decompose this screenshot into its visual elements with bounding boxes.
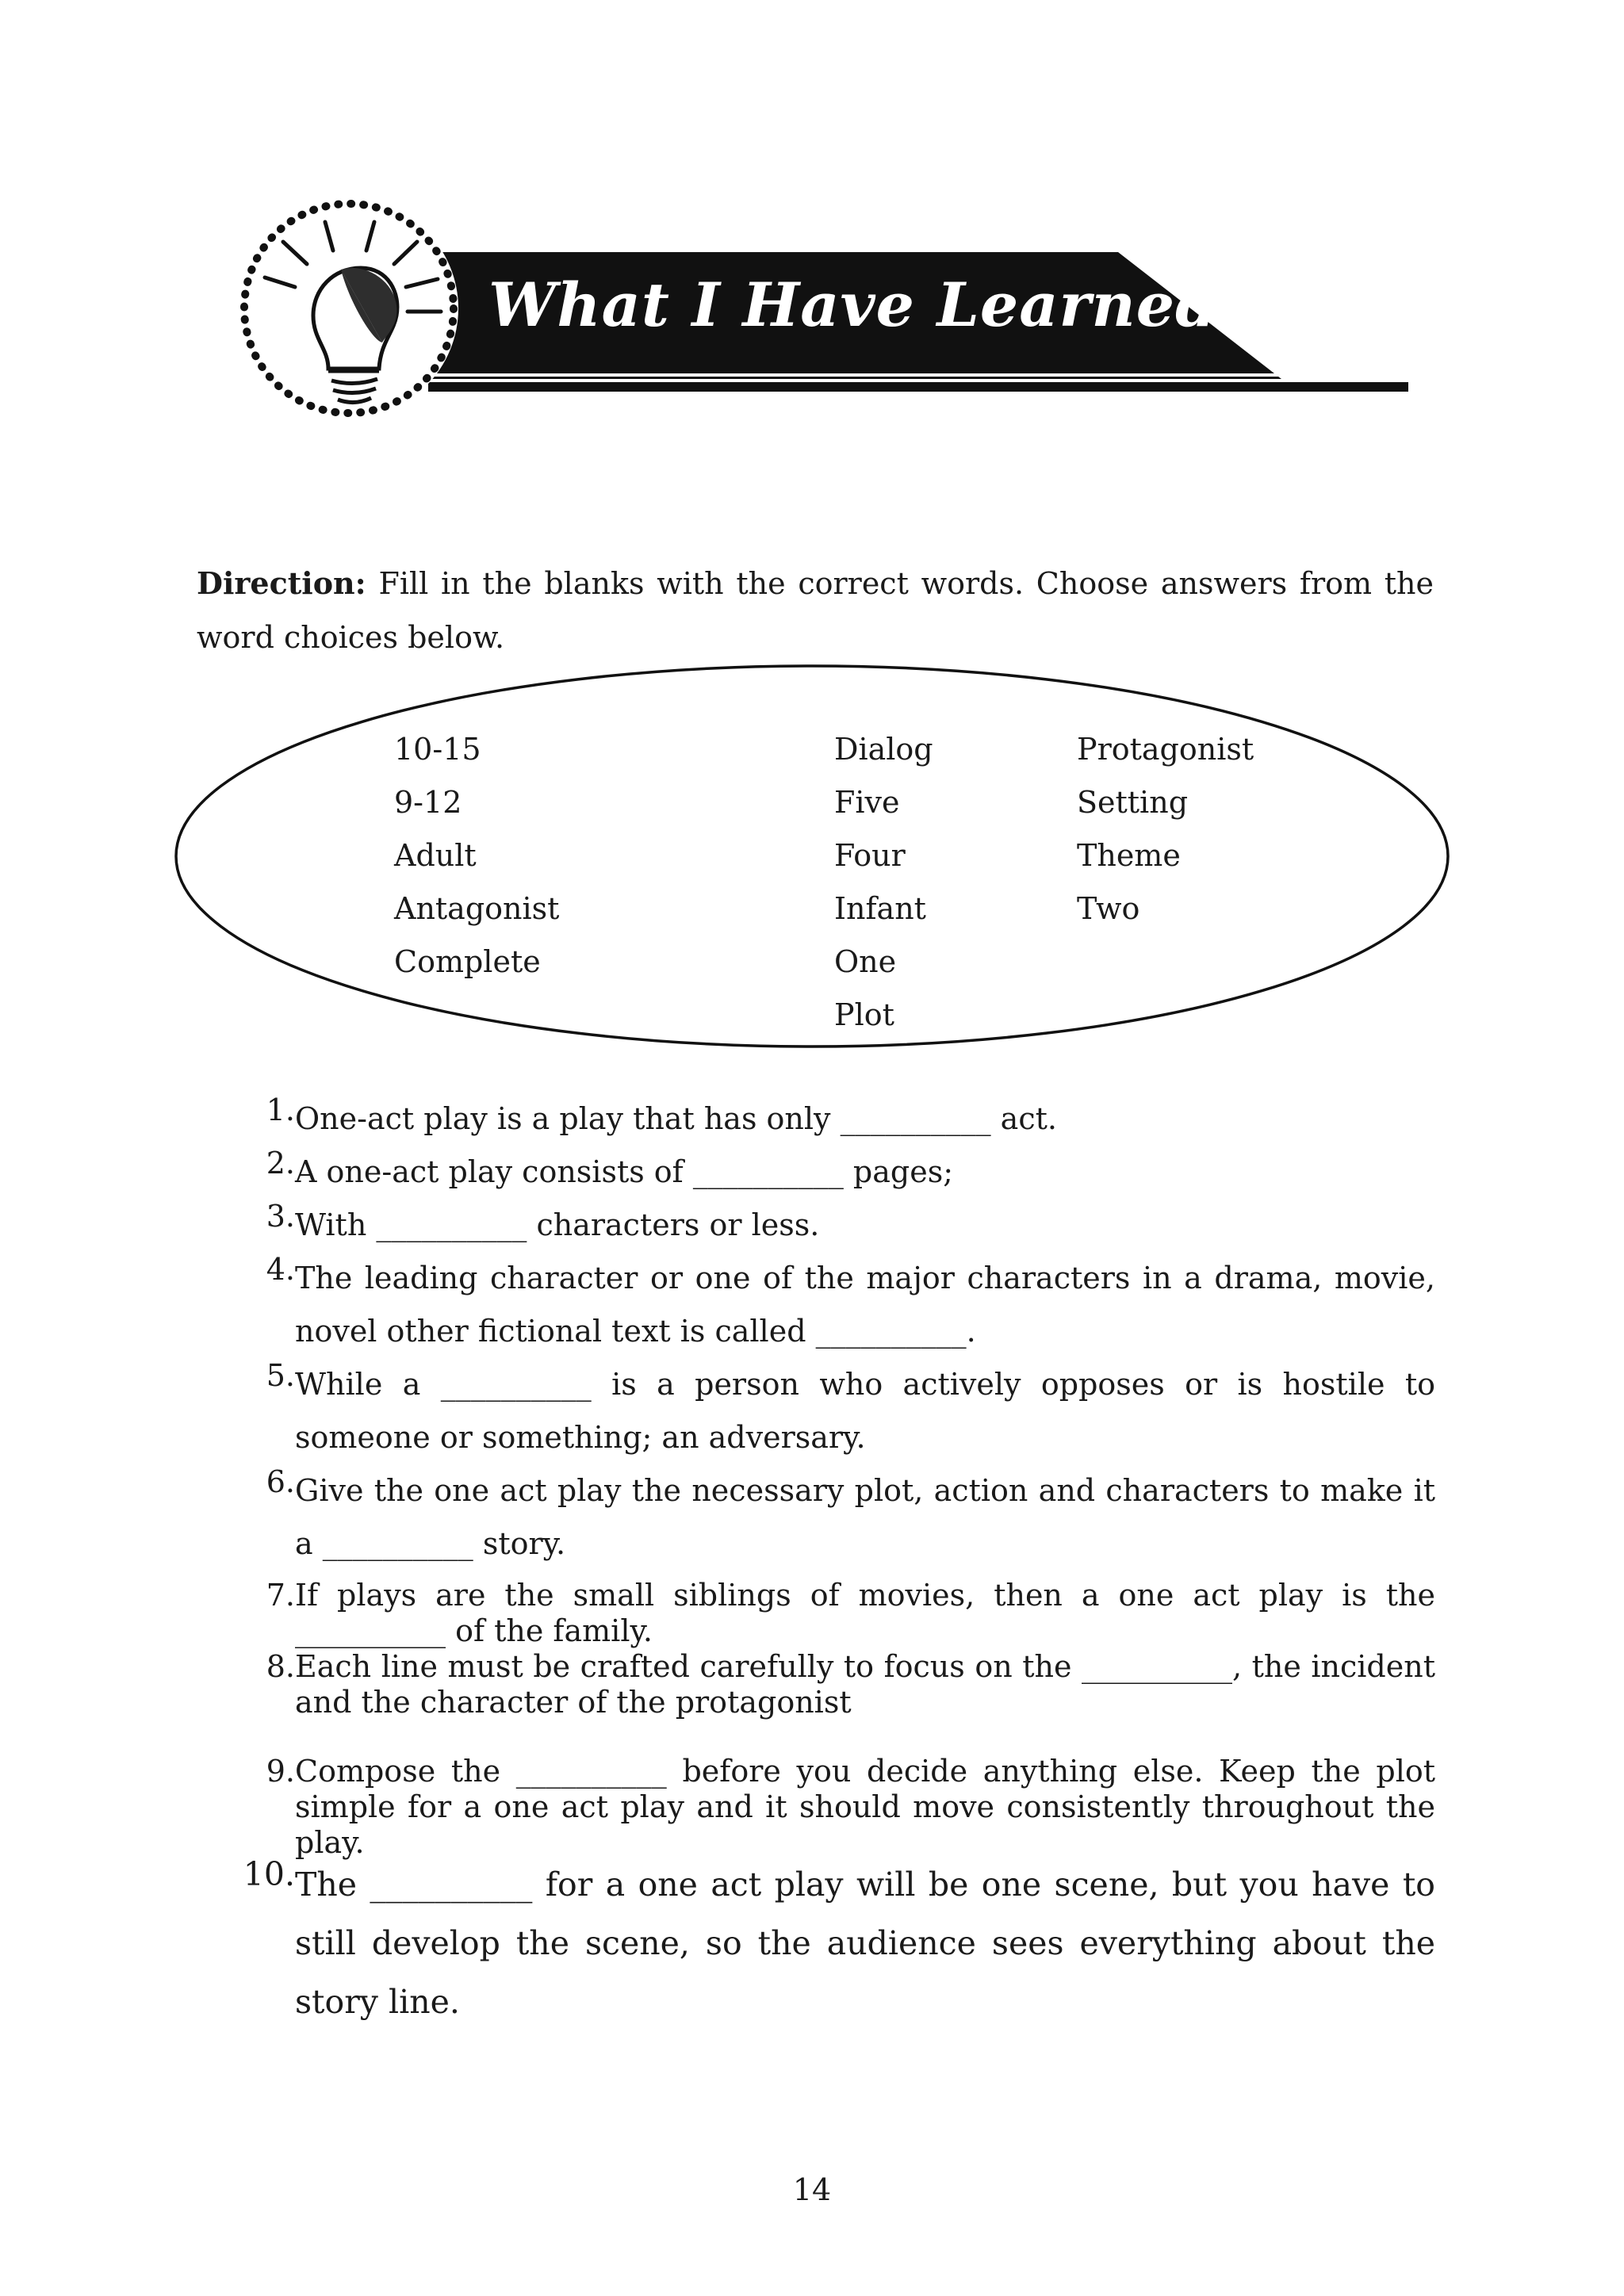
word-choice: Plot xyxy=(834,997,894,1032)
question-text: While a __________ is a person who actively opposes or is hostile to someone or something; an adversary. xyxy=(295,1367,1435,1455)
word-choice: 10-15 xyxy=(394,732,481,767)
question-number: 10. xyxy=(243,1855,295,1893)
word-choice: Protagonist xyxy=(1077,732,1254,767)
word-choices-column-2 xyxy=(834,723,933,1042)
question-number: 7. xyxy=(266,1578,295,1613)
word-choice: Four xyxy=(834,838,906,873)
word-choice: Setting xyxy=(1077,785,1189,820)
question-text: One-act play is a play that has only __________ act. xyxy=(295,1101,1057,1136)
direction-text xyxy=(197,557,1434,664)
question-text: Give the one act play the necessary plot, action and characters to make it a __________ story. xyxy=(295,1473,1435,1561)
question-number: 5. xyxy=(266,1358,295,1393)
question-text: A one-act play consists of __________ pages; xyxy=(295,1154,954,1189)
question-number: 6. xyxy=(266,1464,295,1499)
question-text: Compose the __________ before you decide anything else. Keep the plot simple for a one act play and it should move consistently throughout the play. xyxy=(295,1754,1435,1860)
question-text: If plays are the small siblings of movies, then a one act play is the __________ of the family. xyxy=(295,1578,1435,1648)
question-text: The leading character or one of the major characters in a drama, movie, novel other fictional text is called __________. xyxy=(295,1261,1435,1349)
question-number: 9. xyxy=(266,1754,295,1789)
word-choice: One xyxy=(834,944,897,979)
word-choice: 9-12 xyxy=(394,785,462,820)
question-number: 1. xyxy=(266,1093,295,1127)
word-choice: Adult xyxy=(394,838,477,873)
word-choice: Complete xyxy=(394,944,541,979)
word-choices-column-3 xyxy=(1077,723,1254,936)
word-choices-column-1 xyxy=(394,723,559,989)
question-text: The __________ for a one act play will be one scene, but you have to still develop the scene, so the audience sees everything about the story line. xyxy=(295,1866,1435,2021)
question-number: 8. xyxy=(266,1649,295,1684)
direction-label: Direction: xyxy=(197,565,366,601)
question-number: 3. xyxy=(266,1199,295,1234)
word-choice: Infant xyxy=(834,891,926,926)
word-choice: Theme xyxy=(1077,838,1181,873)
question-text: Each line must be crafted carefully to focus on the __________, the incident and the character of the protagonist xyxy=(295,1649,1435,1720)
question-text: With __________ characters or less. xyxy=(295,1207,820,1242)
question-number: 4. xyxy=(266,1252,295,1287)
page-number: 14 xyxy=(792,2172,832,2207)
section-banner xyxy=(0,0,1624,492)
word-choices-ellipse xyxy=(0,650,1624,1062)
word-choice: Antagonist xyxy=(394,891,560,926)
section-title: What I Have Learned xyxy=(488,270,1219,340)
direction-body: Fill in the blanks with the correct words. Choose answers from the word choices below. xyxy=(197,566,1434,655)
word-choice: Two xyxy=(1077,891,1140,926)
word-choice: Dialog xyxy=(834,732,933,767)
question-number: 2. xyxy=(266,1146,295,1181)
word-choice: Five xyxy=(834,785,900,820)
